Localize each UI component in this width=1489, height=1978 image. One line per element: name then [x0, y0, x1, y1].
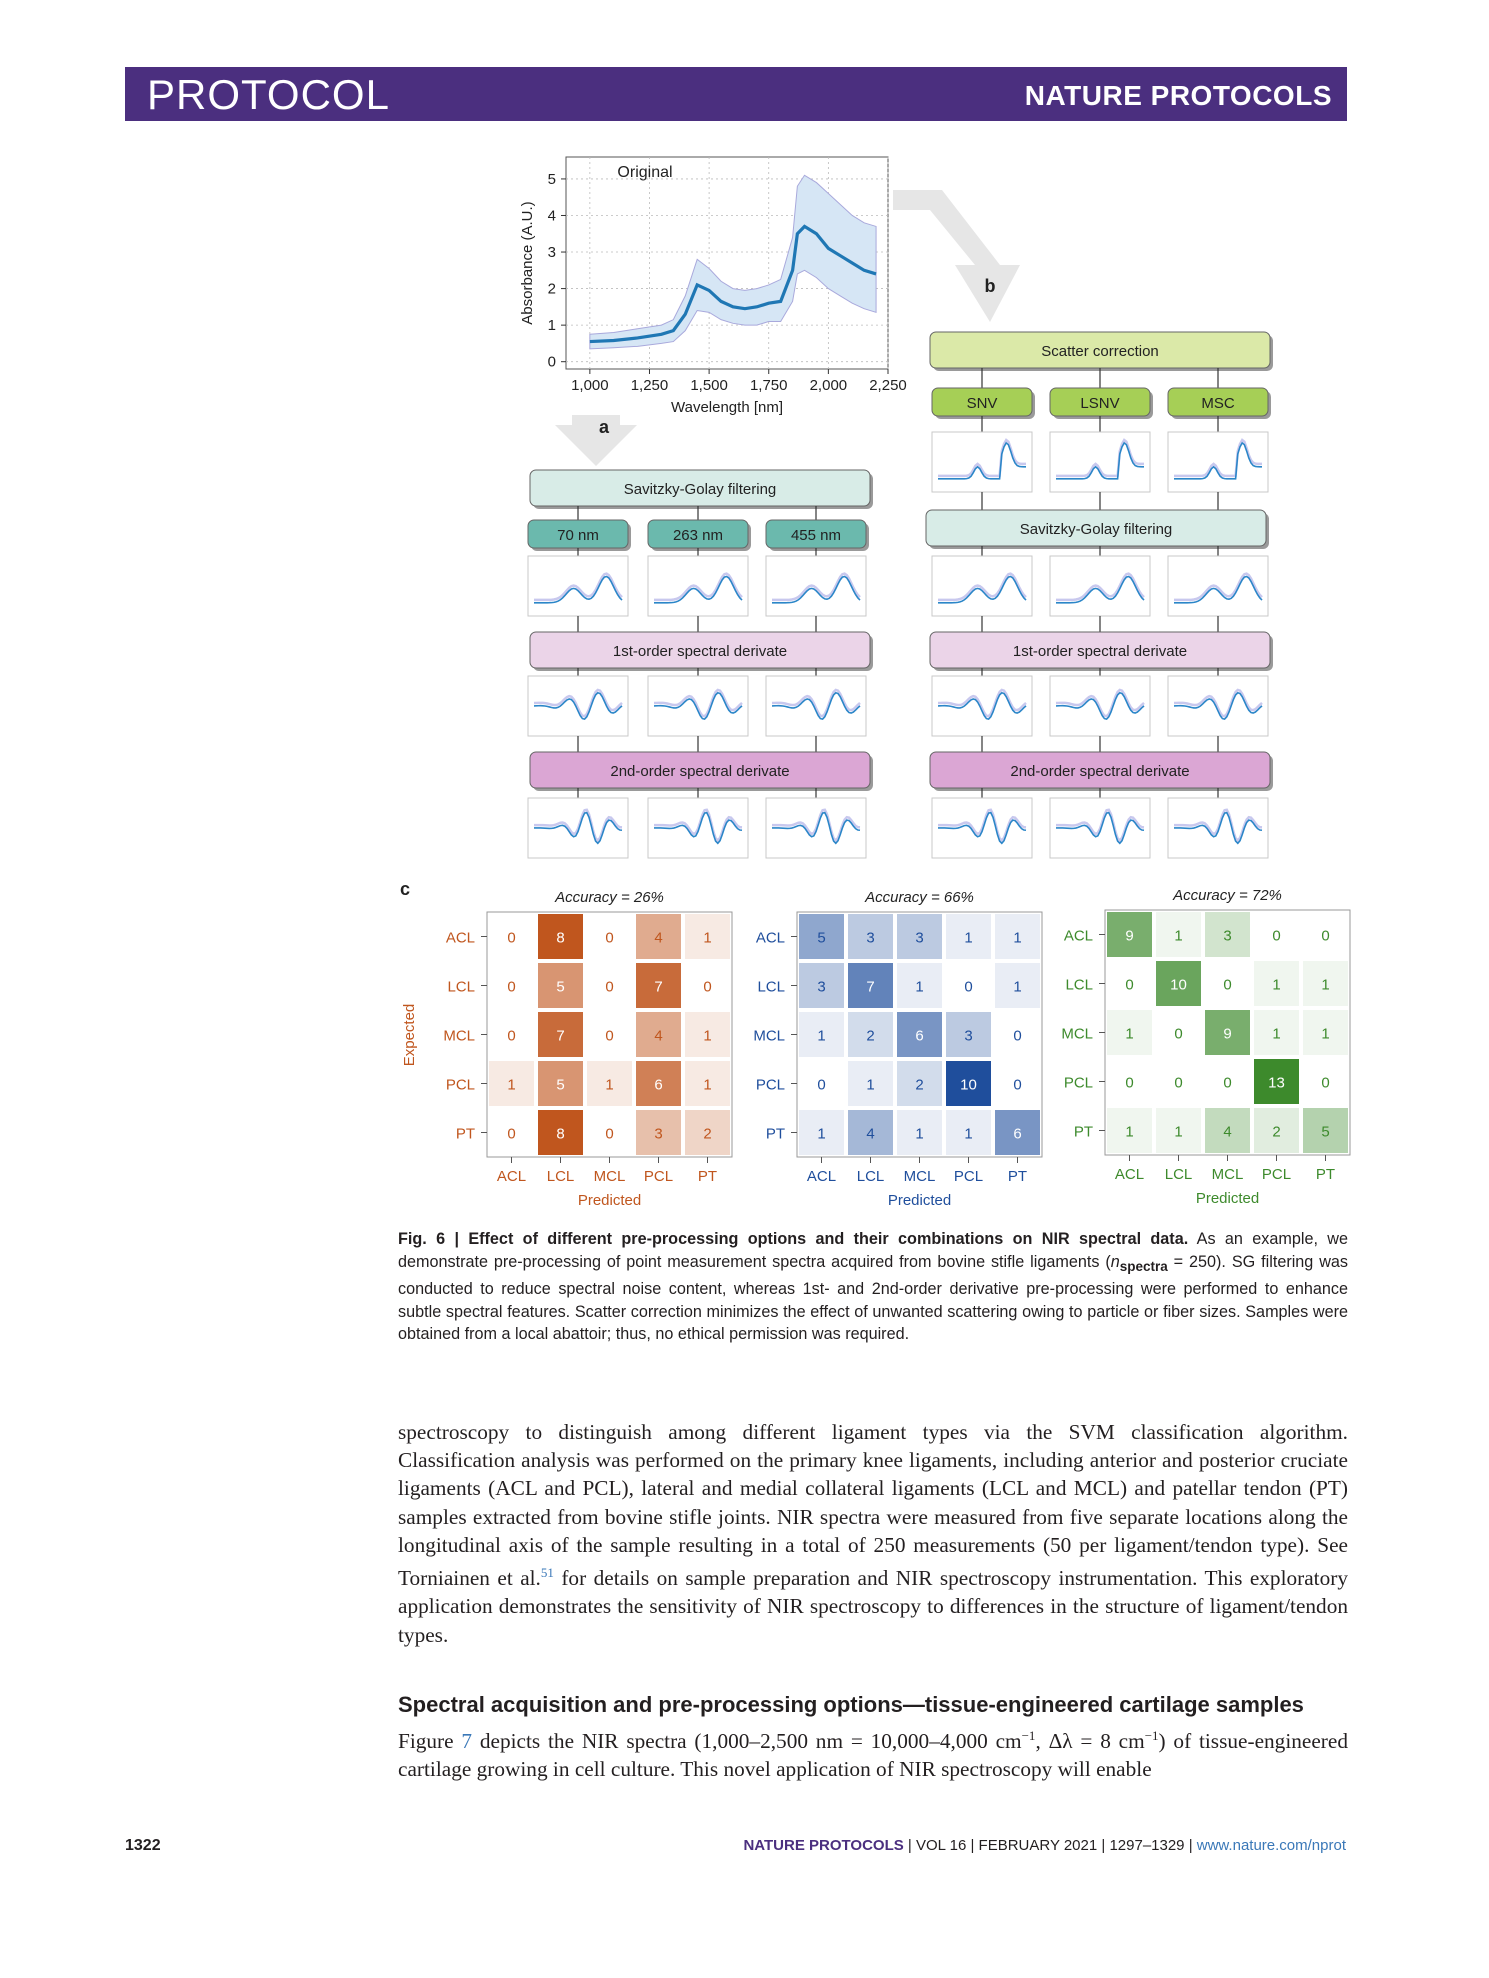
- row-label: ACL: [1063, 927, 1093, 945]
- y-tick-label: 2: [547, 280, 556, 298]
- matrix-value: 1: [817, 1125, 826, 1143]
- matrix-value: 10: [1170, 976, 1187, 994]
- y-tick-label: 0: [547, 353, 556, 371]
- arrow-b: [893, 190, 1020, 322]
- y-axis-label: Absorbance (A.U.): [519, 201, 536, 325]
- page-header: [125, 67, 1347, 121]
- matrix-value: 1: [1013, 929, 1022, 947]
- col-label: ACL: [496, 1168, 527, 1185]
- col-label: PCL: [1261, 1166, 1292, 1183]
- matrix-value: 0: [1125, 1074, 1134, 1092]
- window-button-1-label: 263 nm: [672, 527, 724, 544]
- matrix-value: 1: [1174, 927, 1183, 945]
- matrix-value: 1: [915, 1125, 924, 1143]
- matrix-value: 1: [703, 1076, 712, 1094]
- matrix-value: 7: [556, 1027, 565, 1045]
- sg-filter-box-b-label: Savitzky-Golay filtering: [1019, 521, 1173, 538]
- matrix-value: 7: [866, 978, 875, 996]
- footer-journal: NATURE PROTOCOLS: [743, 1837, 904, 1854]
- first-derivative-box-a-label: 1st-order spectral derivate: [612, 643, 788, 660]
- method-button-snv-label: SNV: [966, 395, 998, 412]
- col-label: PCL: [953, 1168, 984, 1185]
- y-tick-label: 5: [547, 170, 556, 188]
- row-label: MCL: [443, 1027, 475, 1045]
- col-label: ACL: [1114, 1166, 1145, 1183]
- para2-text-d: ) of tissue-engineered cartilage growing in cell culture. This novel application of NIR spectroscopy will enable: [398, 1729, 1348, 1782]
- matrix-value: 3: [1223, 927, 1232, 945]
- matrix-value: 1: [964, 929, 973, 947]
- matrix-value: 0: [605, 929, 614, 947]
- col-label: PT: [697, 1168, 718, 1185]
- matrix-value: 0: [605, 1027, 614, 1045]
- section-heading: Spectral acquisition and pre-processing options—tissue-engineered cartilage samples: [398, 1692, 1304, 1717]
- para2-text-c: , Δλ = 8 cm: [1035, 1729, 1145, 1754]
- row-label: PCL: [445, 1076, 475, 1094]
- matrix-value: 5: [817, 929, 826, 947]
- matrix-value: 4: [654, 929, 663, 947]
- superscript-2: −1: [1144, 1728, 1159, 1743]
- panel-a-original-spectra: [519, 157, 907, 416]
- footer-url[interactable]: www.nature.com/nprot: [1196, 1837, 1346, 1854]
- para1-text-cont: for details on sample preparation and NIR spectroscopy instrumentation. This exploratory application demonstrates the sensitivity of NIR spectroscopy to differences in the structure of ligament/tendon types.: [398, 1566, 1348, 1647]
- first-derivative-box-b-label: 1st-order spectral derivate: [1012, 643, 1188, 660]
- matrix-value: 6: [654, 1076, 663, 1094]
- matrix-value: 5: [556, 1076, 565, 1094]
- matrix-value: 3: [817, 978, 826, 996]
- matrix-value: 1: [915, 978, 924, 996]
- matrix-value: 0: [605, 1125, 614, 1143]
- matrix-value: 0: [1223, 976, 1232, 994]
- body-paragraph-2: [398, 1722, 1348, 1784]
- row-label: LCL: [757, 978, 785, 996]
- footer-info: [743, 1837, 1346, 1854]
- matrix-value: 1: [507, 1076, 516, 1094]
- window-button-0-label: 70 nm: [557, 527, 599, 544]
- matrix-value: 9: [1125, 927, 1134, 945]
- caption-title: Fig. 6 | Effect of different pre-processing options and their combinations on NIR spectral data.: [398, 1230, 1189, 1248]
- matrix-value: 0: [1223, 1074, 1232, 1092]
- matrix-value: 0: [507, 1027, 516, 1045]
- matrix-value: 0: [1321, 1074, 1330, 1092]
- matrix-value: 1: [605, 1076, 614, 1094]
- predicted-axis-label-0: Predicted: [577, 1192, 642, 1209]
- col-label: LCL: [546, 1168, 575, 1185]
- expected-axis-label: Expected: [401, 1003, 418, 1067]
- predicted-axis-label-2: Predicted: [1195, 1190, 1260, 1207]
- row-label: PT: [1073, 1123, 1093, 1141]
- caption-n-sub: spectra: [1119, 1258, 1168, 1274]
- para2-text-b: depicts the NIR spectra (1,000–2,500 nm = 10,000–4,000 cm: [472, 1729, 1022, 1754]
- matrix-value: 3: [915, 929, 924, 947]
- body-paragraph-1: [398, 1418, 1348, 1649]
- caption-n-value: = 250).: [1167, 1252, 1226, 1271]
- para1-text: spectroscopy to distinguish among different ligament types via the SVM classification algorithm. Classification analysis was performed on the primary knee ligaments, including anterior and posterior cruciate ligaments (ACL and PCL), lateral and medial collateral ligaments (LCL and MCL) and patellar tendon (PT) samples extracted from bovine stifle joints. NIR spectra were measured from five separate locations along the longitudinal axis of the sample resulting in a total of 250 measurements (50 per ligament/tendon type). See Torniainen et al.: [398, 1420, 1348, 1591]
- para2-text: Figure: [398, 1729, 462, 1754]
- matrix-value: 9: [1223, 1025, 1232, 1043]
- matrix-value: 1: [1013, 978, 1022, 996]
- x-axis-label: Wavelength [nm]: [671, 399, 783, 416]
- figure-7-link[interactable]: 7: [461, 1729, 473, 1754]
- row-label: MCL: [1061, 1025, 1093, 1043]
- superscript-1: −1: [1021, 1728, 1036, 1743]
- matrix-value: 0: [817, 1076, 826, 1094]
- matrix-value: 1: [703, 1027, 712, 1045]
- matrix-value: 4: [866, 1125, 875, 1143]
- row-label: MCL: [753, 1027, 785, 1045]
- matrix-value: 1: [1321, 1025, 1330, 1043]
- matrix-value: 0: [1013, 1076, 1022, 1094]
- matrix-value: 0: [1174, 1025, 1183, 1043]
- second-derivative-box-a-label: 2nd-order spectral derivate: [610, 763, 790, 780]
- row-label: PCL: [1063, 1074, 1093, 1092]
- matrix-value: 4: [654, 1027, 663, 1045]
- matrix-value: 3: [866, 929, 875, 947]
- col-label: MCL: [1211, 1166, 1244, 1183]
- matrix-value: 5: [556, 978, 565, 996]
- col-label: LCL: [856, 1168, 885, 1185]
- matrix-value: 2: [915, 1076, 924, 1094]
- matrix-value: 1: [1125, 1123, 1134, 1141]
- col-label: ACL: [806, 1168, 837, 1185]
- sg-filter-box-a-label: Savitzky-Golay filtering: [623, 481, 777, 498]
- col-label: PT: [1007, 1168, 1028, 1185]
- predicted-axis-label-1: Predicted: [887, 1192, 952, 1209]
- footer-volume: | VOL 16 | FEBRUARY 2021 | 1297–1329 |: [903, 1837, 1197, 1854]
- x-tick-label: 1,500: [690, 377, 728, 394]
- y-tick-label: 1: [547, 317, 556, 335]
- matrix-value: 0: [1125, 976, 1134, 994]
- matrix-title-1: Accuracy = 66%: [865, 889, 974, 906]
- matrix-value: 8: [556, 1125, 565, 1143]
- row-label: PCL: [755, 1076, 785, 1094]
- matrix-value: 0: [1321, 927, 1330, 945]
- matrix-value: 0: [1174, 1074, 1183, 1092]
- matrix-value: 1: [1321, 976, 1330, 994]
- caption-n: n: [1110, 1252, 1120, 1271]
- window-button-2-label: 455 nm: [790, 527, 842, 544]
- page-number: 1322: [125, 1837, 161, 1854]
- chart-title: Original: [617, 164, 673, 181]
- arrow-a: [555, 415, 637, 466]
- matrix-value: 1: [817, 1027, 826, 1045]
- x-tick-label: 1,250: [630, 377, 669, 394]
- row-label: LCL: [447, 978, 475, 996]
- matrix-value: 0: [507, 1125, 516, 1143]
- matrix-value: 13: [1268, 1074, 1285, 1092]
- matrix-value: 1: [1272, 976, 1281, 994]
- matrix-value: 7: [654, 978, 663, 996]
- matrix-value: 0: [1272, 927, 1281, 945]
- caption-text-before: As an example, we demonstrate pre-processing of point measurement spectra acquired from bovine stifle ligaments (: [398, 1230, 1348, 1271]
- matrix-value: 1: [703, 929, 712, 947]
- row-label: PT: [765, 1125, 785, 1143]
- second-derivative-box-b-label: 2nd-order spectral derivate: [1010, 763, 1190, 780]
- y-tick-label: 3: [547, 244, 556, 262]
- row-label: ACL: [755, 929, 785, 947]
- section-label: PROTOCOL: [147, 71, 390, 118]
- col-label: PCL: [643, 1168, 674, 1185]
- method-button-lsnv-label: LSNV: [1080, 395, 1120, 412]
- caption-text-after: SG filtering was conducted to reduce spectral noise content, whereas 1st- and 2nd-order derivative pre-processing were performed to enhance subtle spectral features. Scatter correction minimizes the effect of unwanted scattering owing to particle or fiber sizes. Samples were obtained from a local abattoir; thus, no ethical permission was required.: [398, 1252, 1349, 1344]
- matrix-title-2: Accuracy = 72%: [1173, 887, 1282, 904]
- panel-letter-a: a: [598, 417, 610, 437]
- matrix-value: 0: [1013, 1027, 1022, 1045]
- matrix-value: 1: [866, 1076, 875, 1094]
- x-tick-label: 2,000: [809, 377, 848, 394]
- figure-6: [0, 140, 1489, 1220]
- reference-51[interactable]: 51: [540, 1565, 554, 1581]
- matrix-value: 1: [1174, 1123, 1183, 1141]
- x-tick-label: 2,250: [869, 377, 907, 394]
- journal-title: NATURE PROTOCOLS: [1024, 80, 1332, 111]
- y-tick-label: 4: [547, 207, 556, 225]
- matrix-value: 3: [964, 1027, 973, 1045]
- matrix-value: 5: [1321, 1123, 1330, 1141]
- panel-letter-b: b: [984, 276, 996, 296]
- matrix-value: 2: [1272, 1123, 1281, 1141]
- matrix-value: 1: [1272, 1025, 1281, 1043]
- figure-caption: [398, 1228, 1348, 1346]
- row-label: LCL: [1065, 976, 1093, 994]
- matrix-value: 2: [703, 1125, 712, 1143]
- method-button-msc-label: MSC: [1201, 395, 1235, 412]
- matrix-value: 0: [964, 978, 973, 996]
- matrix-title-0: Accuracy = 26%: [555, 889, 664, 906]
- matrix-value: 1: [964, 1125, 973, 1143]
- col-label: LCL: [1164, 1166, 1193, 1183]
- panel-c-confusion-matrices: [400, 879, 1350, 1209]
- matrix-value: 0: [703, 978, 712, 996]
- col-label: PT: [1315, 1166, 1336, 1183]
- matrix-value: 8: [556, 929, 565, 947]
- matrix-value: 3: [654, 1125, 663, 1143]
- matrix-value: 0: [507, 929, 516, 947]
- matrix-value: 10: [960, 1076, 977, 1094]
- matrix-value: 1: [1125, 1025, 1134, 1043]
- scatter-correction-box-label: Scatter correction: [1041, 343, 1159, 360]
- row-label: PT: [455, 1125, 475, 1143]
- flow-a-sg-pipeline: [528, 470, 873, 858]
- matrix-value: 2: [866, 1027, 875, 1045]
- col-label: MCL: [903, 1168, 936, 1185]
- matrix-value: 6: [915, 1027, 924, 1045]
- panel-letter-c: c: [399, 879, 411, 899]
- matrix-value: 4: [1223, 1123, 1232, 1141]
- col-label: MCL: [593, 1168, 626, 1185]
- flow-b-scatter-pipeline: [926, 332, 1273, 858]
- x-tick-label: 1,750: [749, 377, 788, 394]
- x-tick-label: 1,000: [571, 377, 609, 394]
- matrix-value: 6: [1013, 1125, 1022, 1143]
- row-label: ACL: [445, 929, 475, 947]
- matrix-value: 0: [507, 978, 516, 996]
- matrix-value: 0: [605, 978, 614, 996]
